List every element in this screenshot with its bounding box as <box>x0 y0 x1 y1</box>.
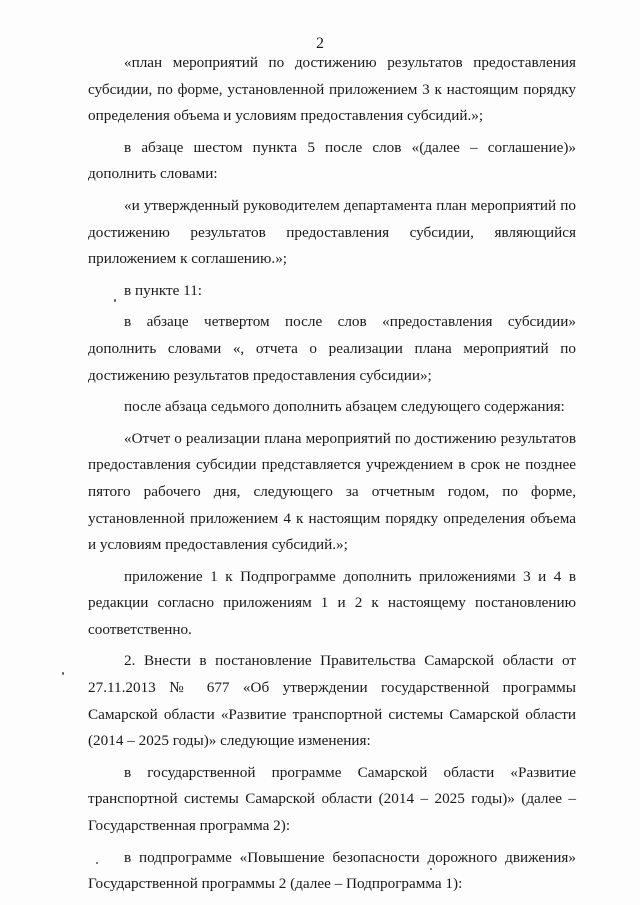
paragraph: «Отчет о реализации плана мероприятий по достижению результатов предоставления субсидии представляется учреждением в срок не позднее пятого рабочего дня, следующего за отчетным годом, по форме, установленной приложением 4 к настоящим порядку определения объема и условиям предоставления субсидий.»; <box>88 429 576 554</box>
document-body <box>88 50 576 898</box>
paragraph: в абзаце четвертом после слов «предоставления субсидии» дополнить словами «, отчета о реализации плана мероприятий по достижению результатов предоставления субсидии»; <box>88 313 576 384</box>
paragraph: в абзаце шестом пункта 5 после слов «(далее – соглашение)» дополнить словами: <box>88 138 576 183</box>
paragraph: «и утвержденный руководителем департамента план мероприятий по достижению результатов предоставления субсидии, являющийся приложением к соглашению.»; <box>88 196 576 268</box>
paragraph: в государственной программе Самарской области «Развитие транспортной системы Самарской области (2014 – 2025 годы)» (далее – Государственная программа 2): <box>88 763 576 835</box>
page-number: 2 <box>316 35 324 52</box>
scan-speck <box>96 862 98 864</box>
paragraph: в подпрограмме «Повышение безопасности дорожного движения» Государственной программы 2 (далее – Подпрограмма 1): <box>88 848 576 893</box>
scan-speck <box>62 672 64 675</box>
paragraph: «план мероприятий по достижению результатов предоставления субсидии, по форме, установленной приложением 3 к настоящим порядку определения объема и условиям предоставления субсидий.»; <box>88 54 576 125</box>
scan-speck <box>430 868 432 870</box>
paragraph: в пункте 11: <box>124 281 203 299</box>
paragraph: 2. Внести в постановление Правительства Самарской области от 27.11.2013 № 677 «Об утверждении государственной программы Самарской области «Развитие транспортной системы Самарской области (2014 – 2025 годы)» следующие изменения: <box>88 652 576 750</box>
paragraph: после абзаца седьмого дополнить абзацем следующего содержания: <box>124 398 565 416</box>
scan-speck <box>114 299 116 302</box>
paragraph: приложение 1 к Подпрограмме дополнить приложениями 3 и 4 в редакции согласно приложениям 1 и 2 к настоящему постановлению соответственно. <box>88 567 576 638</box>
